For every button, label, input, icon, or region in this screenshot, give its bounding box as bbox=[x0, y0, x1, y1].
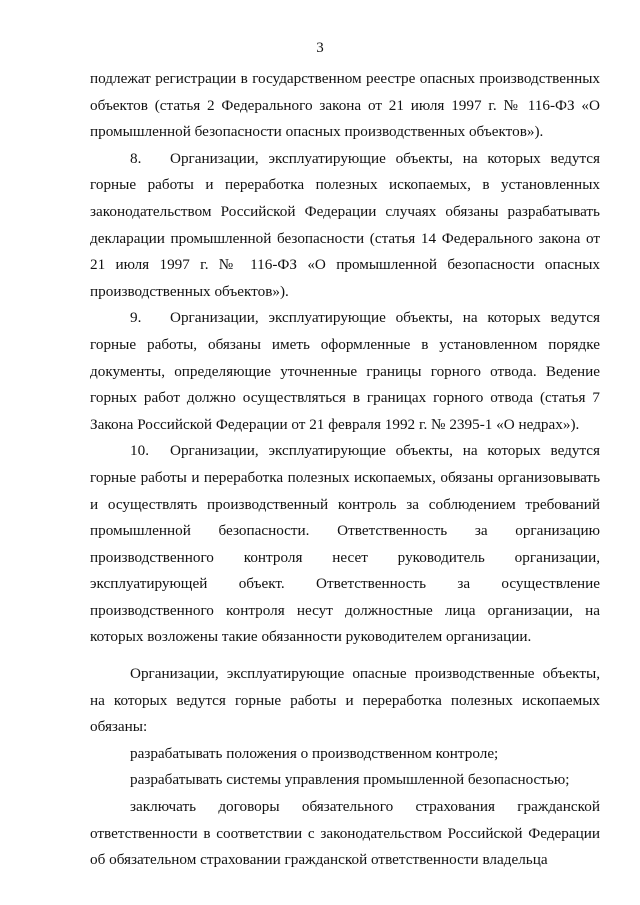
paragraph-number: 10. bbox=[130, 442, 149, 460]
paragraph-continuation bbox=[90, 66, 600, 146]
paragraph-text: Организации, эксплуатирующие объекты, на которых ведутся горные работы, обязаны иметь оформленные в установленном порядке документы, определяющие уточненные границы горного отвода. Ведение горных работ должно осуществляться в границах горного отвода (статья 7 Закона Российской Федерации от 21 февраля 1992 г. № 2395-1 «О недрах»). bbox=[90, 309, 600, 433]
paragraph-text: Организации, эксплуатирующие объекты, на которых ведутся горные работы и переработка полезных ископаемых, обязаны организовывать и осуществлять производственный контроль за соблюдением требований промышленной безопасности. Ответственность за организацию производственного контроля несет руководитель организации, эксплуатирующей объект. Ответственность за осуществление производственного контроля несут должностные лица организации, на которых возложены такие обязанности руководителем организации. bbox=[90, 442, 600, 646]
paragraph-obligations-intro bbox=[90, 661, 600, 741]
paragraph-text: подлежат регистрации в государственном реестре опасных производственных объектов (статья 2 Федерального закона от 21 июля 1997 г. № 116-ФЗ «О промышленной безопасности опасных производственных объектов»). bbox=[90, 70, 600, 141]
paragraph-number: 9. bbox=[130, 309, 142, 327]
list-item-insurance bbox=[90, 794, 600, 874]
paragraph-text: Организации, эксплуатирующие объекты, на которых ведутся горные работы и переработка полезных ископаемых, в установленных законодательством Российской Федерации случаях обязаны разрабатывать декларации промышленной безопасности (статья 14 Федерального закона от 21 июля 1997 г. № 116-ФЗ «О промышленной безопасности опасных производственных объектов»). bbox=[90, 149, 600, 300]
paragraph-text: разрабатывать положения о производственном контроле; bbox=[130, 744, 499, 762]
paragraph-text: Организации, эксплуатирующие опасные производственные объекты, на которых ведутся горные работы и переработка полезных ископаемых обязаны: bbox=[90, 665, 600, 736]
paragraph-8 bbox=[90, 146, 600, 306]
list-item-regulations bbox=[90, 741, 600, 768]
paragraph-text: заключать договоры обязательного страхования гражданской ответственности в соответствии с законодательством Российской Федерации об обязательном страховании гражданской ответственности владельца bbox=[90, 798, 600, 869]
paragraph-10 bbox=[90, 438, 600, 651]
paragraph-text: разрабатывать системы управления промышленной безопасностью; bbox=[130, 771, 570, 789]
page-number: 3 bbox=[316, 40, 324, 56]
document-body bbox=[90, 66, 600, 874]
list-item-safety-systems bbox=[90, 767, 600, 794]
paragraph-9 bbox=[90, 305, 600, 438]
paragraph-number: 8. bbox=[130, 149, 142, 167]
